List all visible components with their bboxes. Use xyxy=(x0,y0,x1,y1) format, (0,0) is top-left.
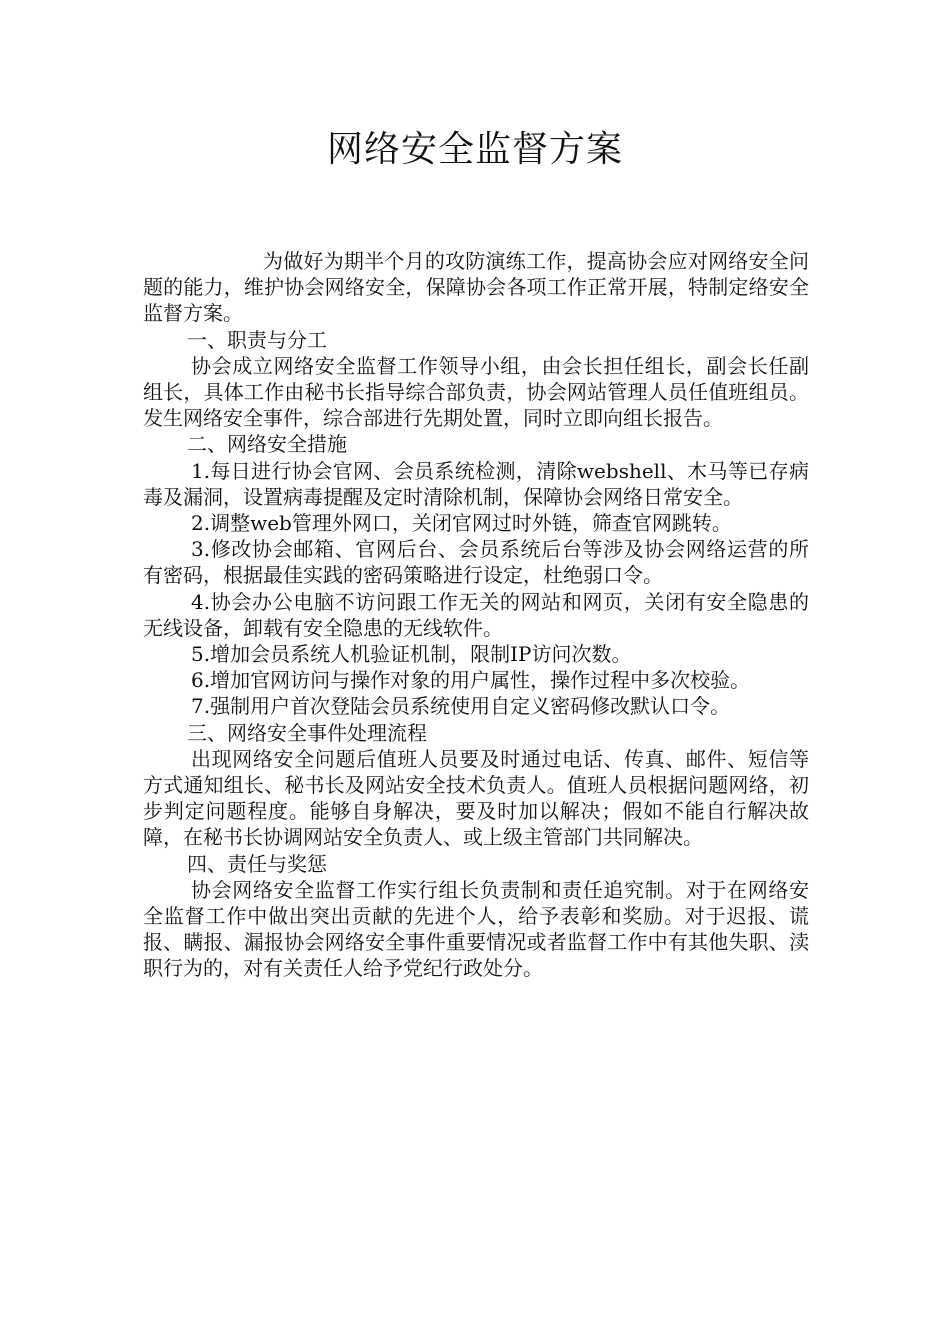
intro-paragraph: 为做好为期半个月的攻防演练工作，提高协会应对网络安全问题的能力，维护协会网络安全，保障协会各项工作正常开展，特制定络安全监督方案。 xyxy=(143,249,809,326)
measure-item: 6.增加官网访问与操作对象的用户属性，操作过程中多次校验。 xyxy=(191,668,751,693)
section-text-incident-process: 出现网络安全问题后值班人员要及时通过电话、传真、邮件、短信等方式通知组长、秘书长及网站安全技术负责人。值班人员根据问题网络，初步判定问题程度。能够自身解决，要及时加以解决；假如不能自行解决故障，在秘书长协调网站安全负责人、或上级主管部门共同解决。 xyxy=(143,746,809,850)
measure-item: 7.强制用户首次登陆会员系统使用自定义密码修改默认口令。 xyxy=(191,694,731,719)
measure-item: 1.每日进行协会官网、会员系统检测，清除webshell、木马等已存病毒及漏洞，设置病毒提醒及定时清除机制，保障协会网络日常安全。 xyxy=(143,458,809,509)
measure-item: 2.调整web管理外网口，关闭官网过时外链，筛查官网跳转。 xyxy=(191,511,732,536)
section-text-rewards-penalties: 协会网络安全监督工作实行组长负责制和责任追究制。对于在网络安全监督工作中做出突出贡献的先进个人，给予表彰和奖励。对于迟报、谎报、瞒报、漏报协会网络安全事件重要情况或者监督工作中有其他失职、渎职行为的，对有关责任人给予党纪行政处分。 xyxy=(143,877,809,981)
document-title: 网络安全监督方案 xyxy=(326,129,623,170)
section-heading-incident-process: 三、网络安全事件处理流程 xyxy=(187,720,427,745)
section-heading-rewards-penalties: 四、责任与奖惩 xyxy=(187,851,327,876)
section-text-responsibilities: 协会成立网络安全监督工作领导小组，由会长担任组长，副会长任副组长，具体工作由秘书长指导综合部负责，协会网站管理人员任值班组员。发生网络安全事件，综合部进行先期处置，同时立即向组长报告。 xyxy=(143,353,809,431)
measure-item: 5.增加会员系统人机验证机制，限制IP访问次数。 xyxy=(191,642,632,667)
section-heading-measures: 二、网络安全措施 xyxy=(187,432,347,457)
document-body xyxy=(143,248,809,982)
section-heading-responsibilities: 一、职责与分工 xyxy=(187,327,327,352)
measure-item: 3.修改协会邮箱、官网后台、会员系统后台等涉及协会网络运营的所有密码，根据最佳实践的密码策略进行设定，杜绝弱口令。 xyxy=(143,537,809,588)
measure-item: 4.协会办公电脑不访问跟工作无关的网站和网页，关闭有安全隐患的无线设备，卸载有安全隐患的无线软件。 xyxy=(143,589,809,640)
